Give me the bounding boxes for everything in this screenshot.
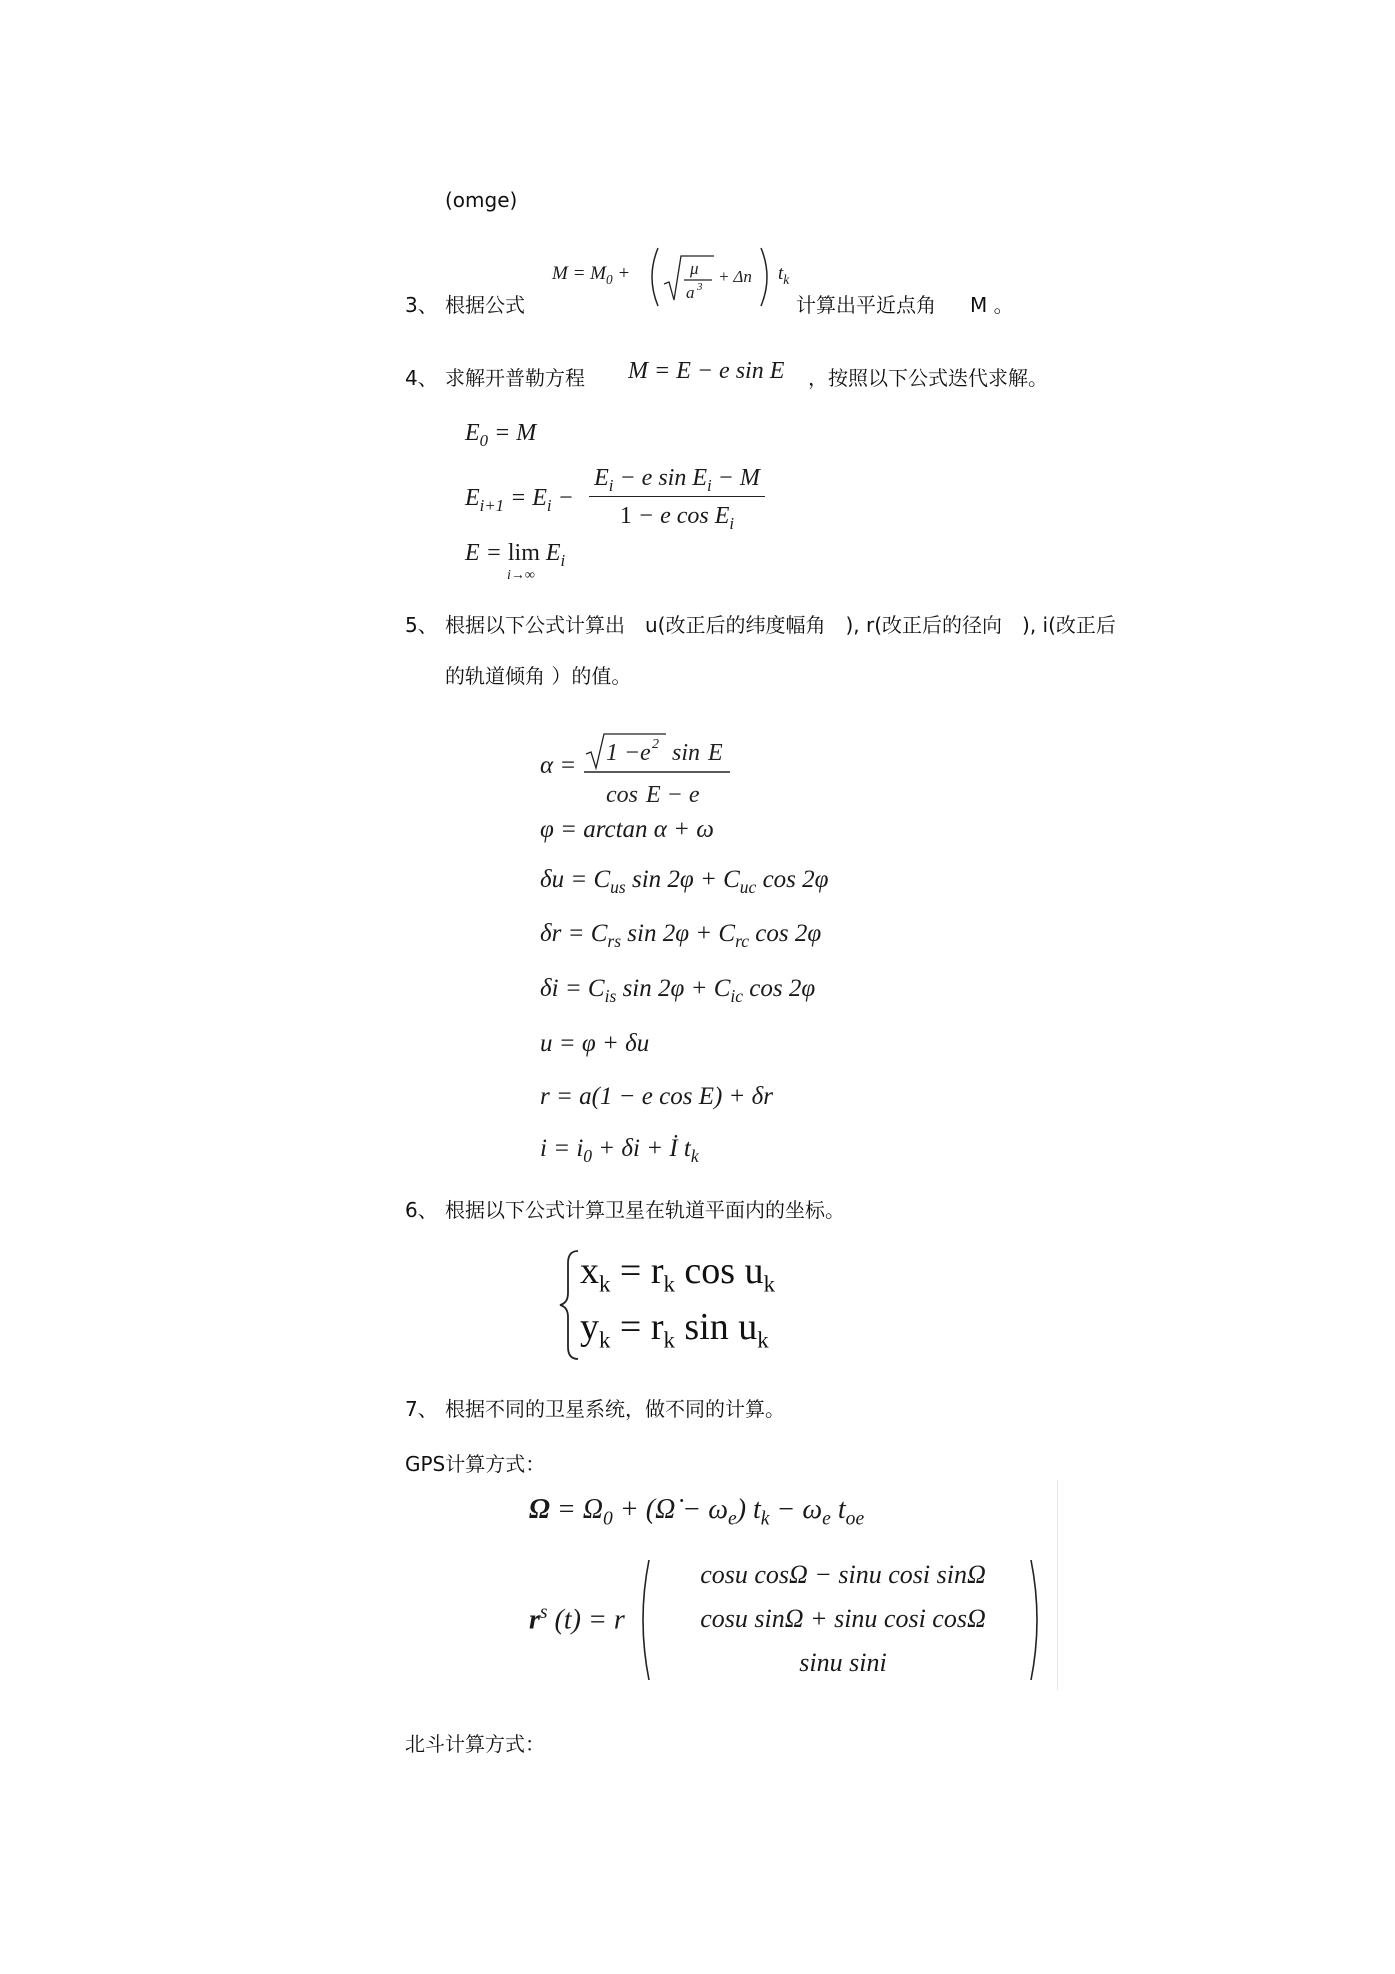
svg-text:2: 2: [652, 737, 659, 752]
svg-text:e: e: [640, 740, 651, 766]
rs-row1: cosu cosΩ − sinu cosi sinΩ: [700, 1560, 986, 1589]
step6-text: 根据以下公式计算卫星在轨道平面内的坐标。: [445, 1198, 845, 1222]
beidou-label: 北斗计算方式：: [405, 1732, 545, 1756]
alpha-fraction: [584, 730, 734, 814]
svg-text:+ Δn: + Δn: [718, 267, 752, 286]
r-formula: r = a(1 − e cos E) + δr: [540, 1083, 774, 1110]
delta-i-formula: $\delta i = C_{is}$ $\sin 2\varphi + C_{ic}$ cos 2φ: [540, 975, 816, 1006]
delta-r-formula: $\delta r = C_{rs}$ $\sin 2\varphi + C_{rc}$ cos 2φ: [540, 920, 822, 951]
delta-u-formula: $\delta u = C_{us}$ $\sin 2\varphi + C_{uc}$ cos 2φ: [540, 866, 829, 897]
iteration-e0: $E_0 = M$: [465, 420, 537, 450]
phi-formula: φ = arctan α + ω: [540, 816, 714, 843]
step5-line1: 根据以下公式计算出 u(改正后的纬度幅角 ), r(改正后的径向 ), i(改正后: [445, 613, 1116, 637]
step3-text-a: 根据公式: [445, 293, 525, 317]
omge-label: (omge): [445, 188, 518, 212]
step5-line2: 的轨道倾角 ）的值。: [445, 664, 632, 688]
rs-label: $r^s$ (t) = r: [529, 1602, 625, 1636]
step3-text-m: M 。: [970, 293, 1014, 317]
step7-text: 根据不同的卫星系统，做不同的计算。: [445, 1397, 785, 1421]
step3-number: 3、: [405, 293, 438, 317]
rs-row3: sinu sini: [799, 1648, 887, 1677]
kepler-equation: M = E − e sin E: [628, 358, 785, 384]
svg-text:a: a: [686, 283, 695, 302]
orbit-plane-coords: [558, 1245, 838, 1365]
coords-brace-icon: [558, 1245, 582, 1365]
step4-text-b: ，按照以下公式迭代求解。: [808, 366, 1048, 390]
svg-text:μ: μ: [690, 259, 699, 278]
rs-row2: cosu sinΩ + sinu cosi cosΩ: [700, 1604, 986, 1633]
svg-text:E − e: E − e: [646, 782, 700, 808]
step5-number: 5、: [405, 613, 438, 637]
gps-label: GPS计算方式：: [405, 1452, 546, 1476]
mean-anomaly-bracket: [644, 244, 774, 310]
step3-text-b: 计算出平近点角: [796, 293, 936, 317]
yk-formula: $y_k = r_k$ $\sin u_k$: [580, 1306, 769, 1353]
step4-text-a: 求解开普勒方程: [445, 366, 585, 390]
svg-text:1 −: 1 −: [606, 740, 641, 766]
step4-number: 4、: [405, 366, 438, 390]
xk-formula: $x_k = r_k$ $\cos u_k$: [580, 1250, 775, 1297]
i-formula: $i = i_0 + \delta i$ + İ $t_k$: [540, 1135, 699, 1166]
gps-formula-block: [517, 1480, 1058, 1690]
svg-text:E: E: [708, 740, 723, 766]
svg-text:cos: cos: [606, 782, 638, 808]
step6-number: 6、: [405, 1198, 438, 1222]
svg-text:3: 3: [697, 281, 703, 293]
u-formula: u = φ + δu: [540, 1030, 650, 1057]
svg-text:sin: sin: [672, 740, 701, 766]
step7-number: 7、: [405, 1397, 438, 1421]
omega-formula: $\Omega = \Omega_0$ + (Ω̇ − $\omega_e$) $t_k - \omega_e$ $t_{oe}$: [529, 1494, 865, 1530]
